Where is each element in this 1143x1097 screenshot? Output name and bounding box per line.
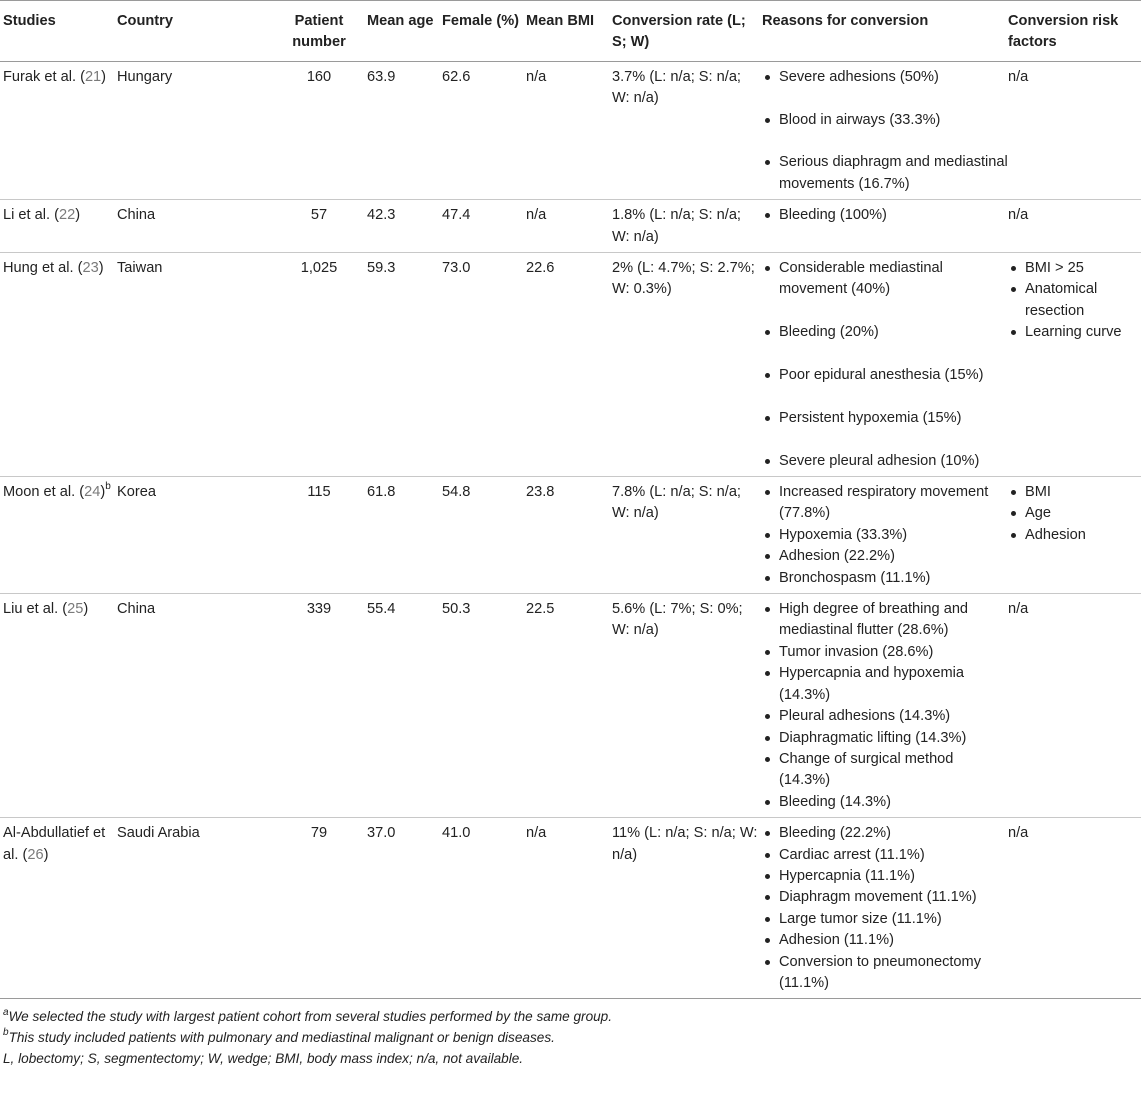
study-name: Hung et al. [3,260,74,277]
header-studies: Studies [0,1,117,62]
risk-factor-item: Learning curve [1008,322,1141,343]
cell-conversion-rate: 7.8% (L: n/a; S: n/a; W: n/a) [612,484,741,522]
reason-item: Large tumor size (11.1%) [762,909,1008,930]
cell-country: Hungary [117,68,173,85]
table-footnotes [0,1007,1143,1069]
risk-factor-item: Anatomical resection [1008,279,1141,322]
reason-item: Bleeding (22.2%) [762,823,1008,844]
risk-factor-item: BMI [1008,482,1141,503]
header-mean-age: Mean age [367,1,442,62]
footnote-b-text: This study included patients with pulmonary and mediastinal malignant or benign diseases. [8,1029,555,1045]
footnote-a [3,1007,1143,1028]
reason-item: Severe adhesions (50%) [762,67,1008,88]
cell-conversion-rate: 11% (L: n/a; S: n/a; W: n/a) [612,825,758,863]
cell-risk-factors [1008,477,1141,594]
cell-study [0,594,117,818]
cell-country: Saudi Arabia [117,825,200,842]
cell-risk-factors [1008,253,1141,477]
cell-mean-bmi: n/a [526,68,547,85]
study-ref-open: ( [62,601,68,618]
risk-factor-na: n/a [1008,68,1029,85]
cell-mean-age: 61.8 [367,484,396,501]
cell-reasons [762,818,1008,999]
cell-conversion-rate: 5.6% (L: 7%; S: 0%; W: n/a) [612,601,743,639]
risk-factor-item: BMI > 25 [1008,258,1141,279]
cell-mean-age: 59.3 [367,260,396,277]
reason-item: Adhesion (11.1%) [762,930,1008,951]
table-row [0,61,1141,199]
cell-reasons [762,61,1008,199]
reason-item: Change of surgical method (14.3%) [762,749,1008,792]
cell-study [0,477,117,594]
cell-mean-age: 55.4 [367,601,396,618]
study-reference-link[interactable]: 26 [27,846,44,863]
reason-item: Hypercapnia and hypoxemia (14.3%) [762,663,1008,706]
cell-female: 47.4 [442,207,471,224]
risk-factor-item: Age [1008,503,1141,524]
header-female: Female (%) [442,1,526,62]
cell-risk-factors [1008,818,1141,999]
reasons-list [762,482,1008,589]
reason-item: Bleeding (14.3%) [762,792,1008,813]
reason-item: Hypercapnia (11.1%) [762,866,1008,887]
cell-mean-bmi: n/a [526,825,547,842]
header-reasons: Reasons for conversion [762,1,1008,62]
study-ref-close: ) [98,260,104,277]
cell-mean-bmi: 23.8 [526,484,555,501]
study-ref-close: ) [75,207,81,224]
cell-patient-number: 79 [310,825,328,842]
study-reference-link[interactable]: 24 [84,484,101,501]
study-ref-open: ( [79,484,85,501]
risk-factor-na: n/a [1008,825,1029,842]
study-name: Al-Abdullatief et al. [3,825,106,863]
reason-item: Bleeding (100%) [762,205,1008,226]
table-body [0,61,1141,999]
cell-female: 54.8 [442,484,471,501]
cell-mean-bmi: n/a [526,207,547,224]
study-reference-link[interactable]: 23 [82,260,99,277]
study-name: Moon et al. [3,484,76,501]
cell-reasons [762,253,1008,477]
cell-risk-factors [1008,594,1141,818]
cell-patient-number: 57 [310,207,328,224]
reason-item: Considerable mediastinal movement (40%) [762,258,1008,301]
study-footnote-marker: b [105,481,111,493]
risk-factor-na: n/a [1008,207,1029,224]
reason-item: Blood in airways (33.3%) [762,110,1008,131]
reason-item: Diaphragm movement (11.1%) [762,887,1008,908]
cell-mean-age: 63.9 [367,68,396,85]
reasons-list [762,599,1008,813]
reason-item: Conversion to pneumonectomy (11.1%) [762,952,1008,995]
study-reference-link[interactable]: 25 [67,601,84,618]
risk-factor-na: n/a [1008,601,1029,618]
cell-reasons [762,477,1008,594]
reason-item: Increased respiratory movement (77.8%) [762,482,1008,525]
study-ref-close: ) [43,846,49,863]
reason-item: Tumor invasion (28.6%) [762,642,1008,663]
header-risk-factors: Conversion risk factors [1008,1,1141,62]
reason-item: Hypoxemia (33.3%) [762,525,1008,546]
reason-item: Serious diaphragm and mediastinal movements (16.7%) [762,152,1008,195]
cell-patient-number: 115 [307,484,331,501]
table-row [0,594,1141,818]
footnote-a-text: We selected the study with largest patient cohort from several studies performed by the same group. [8,1009,613,1025]
reason-item: Bleeding (20%) [762,322,1008,343]
table-row [0,818,1141,999]
study-ref-close: ) [83,601,89,618]
reason-item: High degree of breathing and mediastinal flutter (28.6%) [762,599,1008,642]
cell-country: Taiwan [117,260,163,277]
cell-mean-age: 37.0 [367,825,396,842]
header-country: Country [117,1,271,62]
cell-patient-number: 339 [306,601,332,618]
reasons-list [762,823,1008,994]
reason-item: Poor epidural anesthesia (15%) [762,365,1008,386]
cell-country: Korea [117,484,156,501]
cell-study [0,818,117,999]
study-reference-link[interactable]: 21 [84,68,102,85]
footnote-abbreviations: L, lobectomy; S, segmentectomy; W, wedge; BMI, body mass index; n/a, not available. [3,1050,524,1066]
cell-reasons [762,200,1008,253]
cell-risk-factors [1008,200,1141,253]
cell-study [0,61,117,199]
cell-female: 50.3 [442,601,471,618]
risk-factors-list [1008,258,1141,344]
header-patient-number: Patient number [271,1,367,62]
cell-country: China [117,601,156,618]
cell-mean-bmi: 22.5 [526,601,555,618]
reason-item: Severe pleural adhesion (10%) [762,451,1008,472]
reason-item: Bronchospasm (11.1%) [762,568,1008,589]
footnote-b [3,1028,1143,1049]
reasons-list [762,258,1008,472]
header-row [0,1,1141,62]
table-row [0,200,1141,253]
risk-factors-list [1008,482,1141,546]
study-ref-close: ) [101,68,107,85]
study-name: Furak et al. [3,68,76,85]
cell-study [0,200,117,253]
study-ref-open: ( [54,207,59,224]
table-row [0,477,1141,594]
risk-factor-item: Adhesion [1008,525,1141,546]
study-ref-open: ( [80,68,85,85]
cell-patient-number: 160 [306,68,332,85]
cell-study [0,253,117,477]
cell-conversion-rate: 3.7% (L: n/a; S: n/a; W: n/a) [612,68,741,107]
cell-risk-factors [1008,61,1141,199]
footnote-b-marker: b [3,1027,9,1039]
reasons-list [762,67,1008,195]
reason-item: Diaphragmatic lifting (14.3%) [762,728,1008,749]
header-conversion-rate: Conversion rate (L; S; W) [612,1,762,62]
reasons-list [762,205,1008,226]
cell-country: China [117,207,156,224]
reason-item: Adhesion (22.2%) [762,546,1008,567]
study-ref-open: ( [77,260,83,277]
cell-mean-age: 42.3 [367,207,396,224]
cell-reasons [762,594,1008,818]
cell-conversion-rate: 1.8% (L: n/a; S: n/a; W: n/a) [612,207,741,245]
reason-item: Pleural adhesions (14.3%) [762,706,1008,727]
cell-mean-bmi: 22.6 [526,260,555,277]
header-mean-bmi: Mean BMI [526,1,612,62]
cell-patient-number: 1,025 [300,260,338,277]
study-ref-open: ( [22,846,28,863]
study-name: Li et al. [3,207,51,224]
reason-item: Persistent hypoxemia (15%) [762,408,1008,429]
study-reference-link[interactable]: 22 [59,207,76,224]
reason-item: Cardiac arrest (11.1%) [762,845,1008,866]
study-name: Liu et al. [3,601,59,618]
table-row [0,253,1141,477]
study-ref-close: ) [100,484,106,501]
footnote-a-marker: a [3,1006,9,1018]
cell-female: 62.6 [442,68,471,85]
cell-female: 73.0 [442,260,471,277]
cell-conversion-rate: 2% (L: 4.7%; S: 2.7%; W: 0.3%) [612,260,755,298]
cell-female: 41.0 [442,825,471,842]
